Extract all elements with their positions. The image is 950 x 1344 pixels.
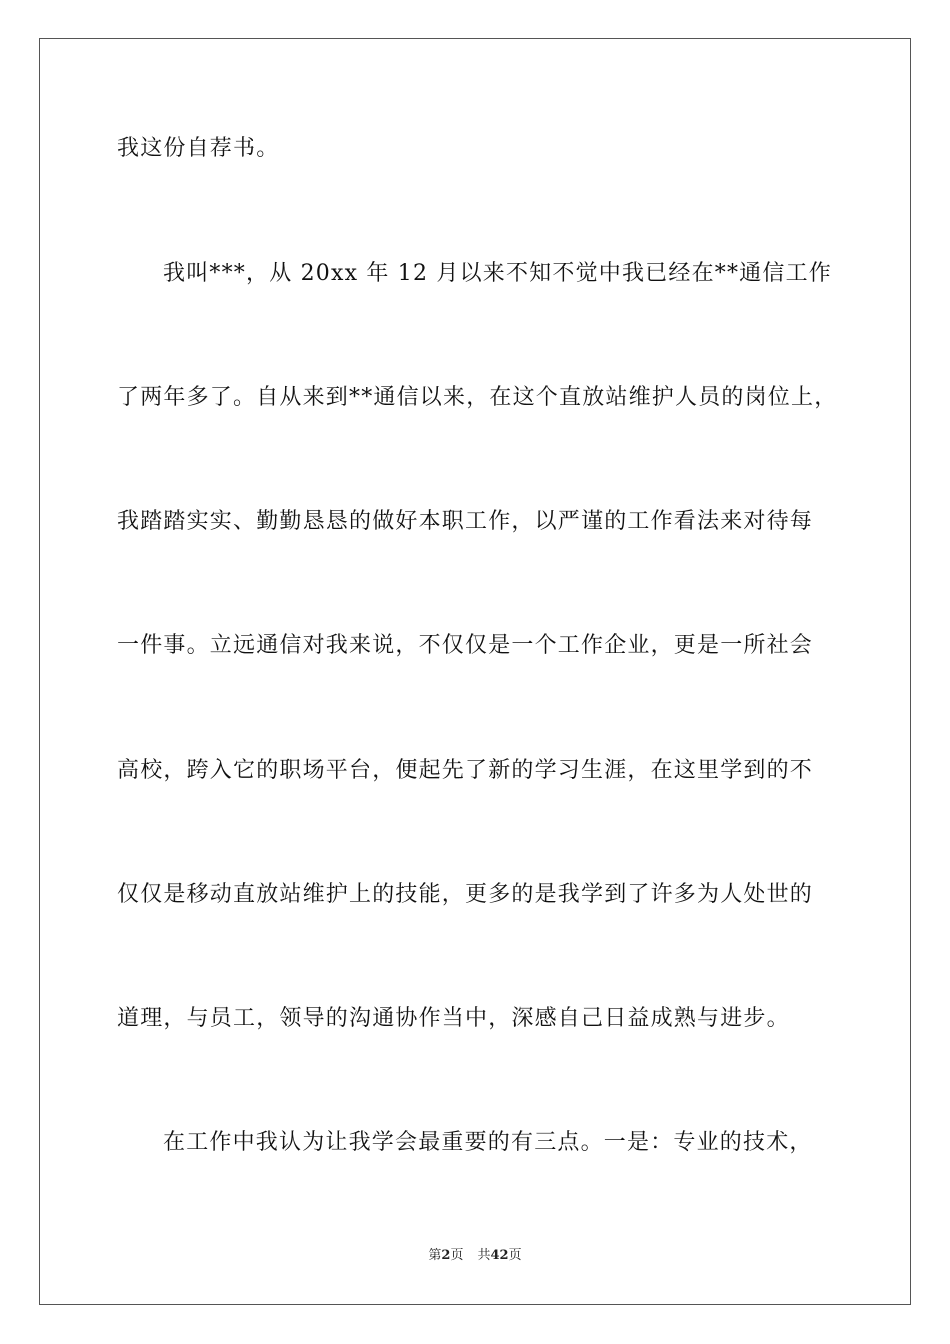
page-number: 2 (441, 1248, 451, 1263)
total-prefix: 共 (477, 1248, 491, 1263)
page-prefix: 第 (428, 1248, 442, 1263)
text-line: 我这份自荐书。 (117, 136, 280, 161)
page-footer (0, 1247, 950, 1265)
paragraph-start-line: 在工作中我认为让我学会最重要的有三点。一是：专业的技术， (163, 1130, 813, 1155)
text-line: 了两年多了。自从来到**通信以来，在这个直放站维护人员的岗位上， (117, 385, 838, 410)
text-line: 仅仅是移动直放站维护上的技能，更多的是我学到了许多为人处世的 (117, 882, 814, 907)
text-line: 我踏踏实实、勤勤恳恳的做好本职工作，以严谨的工作看法来对待每 (117, 509, 814, 534)
page-suffix: 页 (450, 1248, 464, 1263)
page-border (39, 38, 911, 1305)
text-line: 高校，跨入它的职场平台，便起先了新的学习生涯，在这里学到的不 (117, 758, 814, 783)
paragraph-start-line: 我叫***，从 20xx 年 12 月以来不知不觉中我已经在**通信工作 (163, 261, 832, 286)
text-line: 一件事。立远通信对我来说，不仅仅是一个工作企业，更是一所社会 (117, 633, 814, 658)
total-pages: 42 (490, 1248, 509, 1263)
text-line: 道理，与员工，领导的沟通协作当中，深感自己日益成熟与进步。 (117, 1006, 790, 1031)
total-suffix: 页 (508, 1248, 522, 1263)
